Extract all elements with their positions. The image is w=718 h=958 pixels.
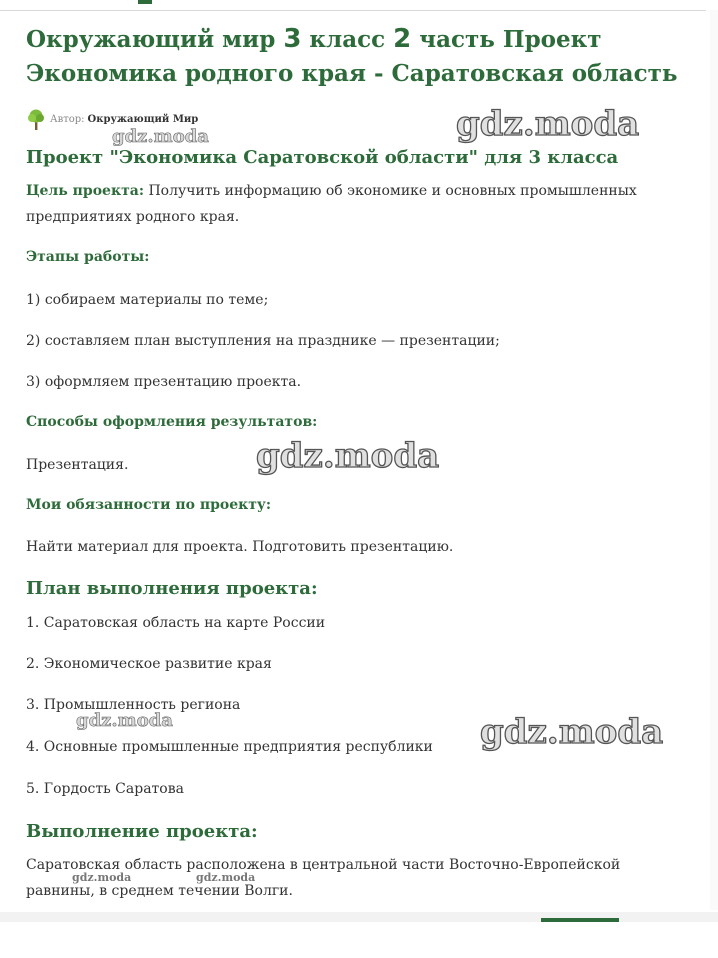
author-name-link[interactable]: Окружающий Мир — [87, 113, 199, 125]
title-text: часть Проект — [411, 26, 602, 53]
list-item: 2. Экономическое развитие края — [26, 656, 272, 672]
list-item: 1. Саратовская область на карте России — [26, 615, 326, 631]
title-text: Окружающий мир — [26, 26, 284, 53]
stages-heading: Этапы работы: — [26, 249, 150, 265]
execution-heading: Выполнение проекта: — [26, 821, 258, 842]
right-edge-strip — [710, 10, 718, 910]
page-header — [26, 22, 691, 91]
list-item: 5. Гордость Саратова — [26, 781, 184, 797]
watermark: gdz.moda — [256, 436, 440, 476]
duties-text: Найти материал для проекта. Подготовить презентацию. — [26, 539, 454, 555]
title-subtitle: Экономика родного края - Саратовская область — [26, 60, 678, 87]
tree-icon — [26, 108, 46, 130]
list-item: 2) составляем план выступления на празднике — презентации; — [26, 333, 500, 349]
goal-text: Получить информацию об экономике и основных промышленных предприятиях родного края. — [26, 183, 637, 225]
goal-label: Цель проекта: — [26, 183, 144, 199]
watermark: gdz.moda — [480, 712, 664, 752]
watermark: gdz.moda — [456, 104, 640, 144]
watermark: gdz.moda — [112, 126, 209, 147]
duties-heading: Мои обязанности по проекту: — [26, 497, 272, 513]
goal-paragraph — [26, 178, 666, 230]
watermark: gdz.moda — [76, 710, 173, 731]
top-tab-marker — [138, 0, 152, 4]
title-text: класс — [301, 26, 394, 53]
list-item: 4. Основные промышленные предприятия республики — [26, 739, 433, 755]
author-label: Автор: — [50, 113, 85, 125]
article-heading: Проект "Экономика Саратовской области" для 3 класса — [26, 147, 619, 168]
list-item: 3) оформляем презентацию проекта. — [26, 374, 302, 390]
plan-heading: План выполнения проекта: — [26, 578, 318, 599]
top-divider — [0, 10, 706, 11]
results-heading: Способы оформления результатов: — [26, 414, 318, 430]
title-part-number: 2 — [393, 24, 412, 54]
title-grade-number: 3 — [283, 24, 302, 54]
list-item: 3. Промышленность региона — [26, 697, 241, 713]
results-text: Презентация. — [26, 457, 129, 473]
watermark: gdz.moda — [196, 871, 256, 884]
list-item: 1) собираем материалы по теме; — [26, 292, 269, 308]
bottom-accent-tab[interactable] — [541, 918, 619, 922]
execution-text: Саратовская область расположена в центральной части Восточно-Европейской равнины, в среднем течении Волги. — [26, 857, 621, 899]
page-title — [26, 22, 691, 91]
watermark: gdz.moda — [72, 871, 132, 884]
